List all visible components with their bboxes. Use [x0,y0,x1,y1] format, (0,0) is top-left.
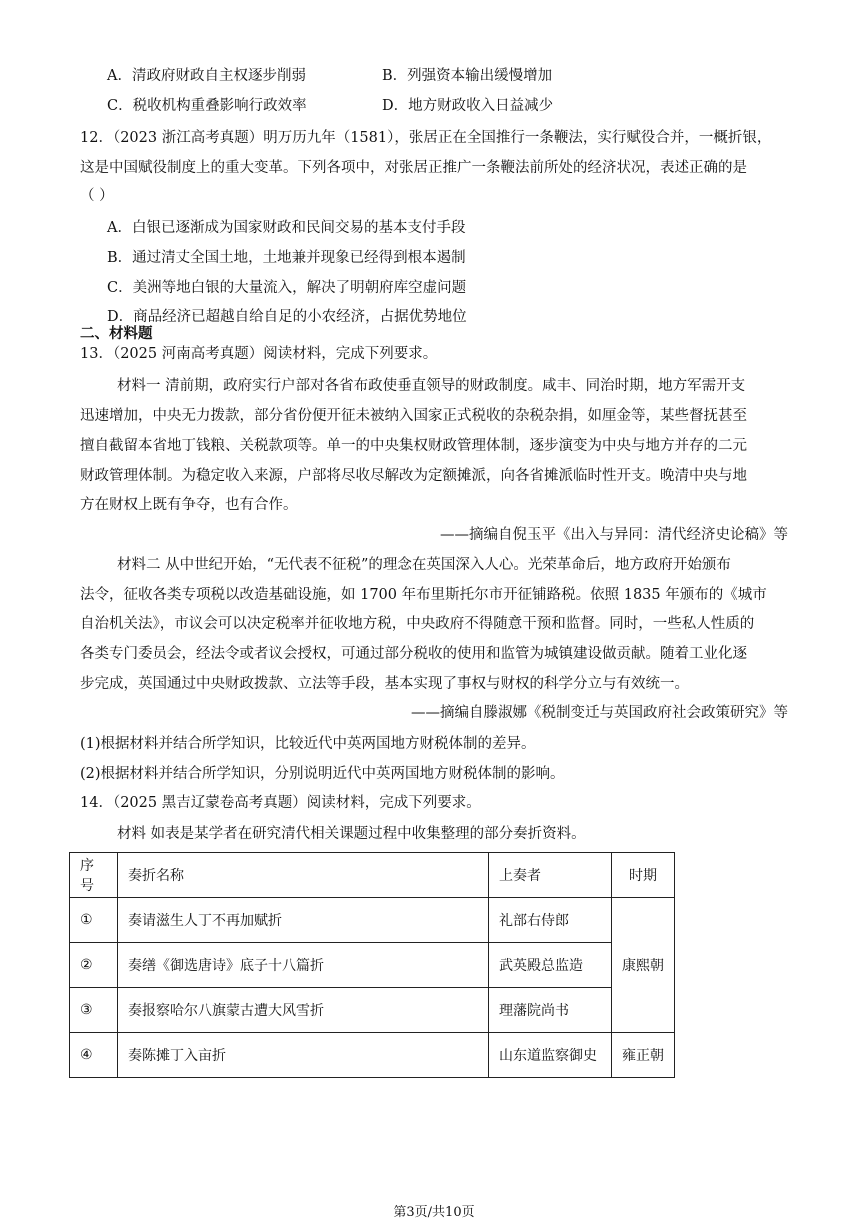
table-cell-author: 礼部右侍郎 [489,898,612,943]
table-header-cell: 序号 [70,853,118,898]
table-row [70,988,675,1033]
q12-stem-line1: 12．（2023 浙江高考真题）明万历九年（1581），张居正在全国推行一条鞭法，实行赋役合并，一概折银， [80,130,772,146]
q13-material2-line4: 各类专门委员会，经法令或者议会授权，可通过部分税收的使用和监管为城镇建设做贡献。随着工业化逐 [80,646,747,662]
q14-stem: 14．（2025 黑吉辽蒙卷高考真题）阅读材料，完成下列要求。 [80,795,481,811]
q14-material-intro: 材料 如表是某学者在研究清代相关课题过程中收集整理的部分奏折资料。 [117,826,586,842]
q12-option-a: A．白银已逐渐成为国家财政和民间交易的基本支付手段 [107,220,466,236]
table-cell-title: 奏陈摊丁入亩折 [118,1033,489,1078]
q13-requirement1: (1)根据材料并结合所学知识，比较近代中英两国地方财税体制的差异。 [80,736,536,752]
q11-option-a: A．清政府财政自主权逐步削弱 [107,68,306,84]
table-cell-index: ③ [70,988,118,1033]
table-row [70,898,675,943]
table-cell-author: 山东道监察御史 [489,1033,612,1078]
q13-material2-line2: 法令，征收各类专项税以改造基础设施，如 1700 年布里斯托尔市开征铺路税。依照 1835 年颁布的《城市 [80,587,767,603]
table-header-cell: 时期 [612,853,675,898]
q13-requirement2: (2)根据材料并结合所学知识，分别说明近代中英两国地方财税体制的影响。 [80,766,565,782]
q11-option-b: B．列强资本输出缓慢增加 [382,68,553,84]
memorial-table [69,852,675,1078]
q13-material1-line3: 擅自截留本省地丁钱粮、关税款项等。单一的中央集权财政管理体制，逐步演变为中央与地方并存的二元 [80,438,747,454]
table-cell-title: 奏请滋生人丁不再加赋折 [118,898,489,943]
table-row [70,943,675,988]
table-cell-period: 康熙朝 [612,898,675,1033]
table-cell-period: 雍正朝 [612,1033,675,1078]
table-header-cell: 奏折名称 [118,853,489,898]
q13-material2-line3: 自治机关法》，市议会可以决定税率并征收地方税，中央政府不得随意干预和监督。同时，一些私人性质的 [80,616,755,632]
table-cell-author: 武英殿总监造 [489,943,612,988]
table-cell-index: ② [70,943,118,988]
q12-option-b: B．通过清丈全国土地，土地兼并现象已经得到根本遏制 [107,250,466,266]
q12-option-c: C．美洲等地白银的大量流入，解决了明朝府库空虚问题 [107,280,467,296]
table-cell-index: ① [70,898,118,943]
q13-material1-line1: 材料一 清前期，政府实行户部对各省布政使垂直领导的财政制度。咸丰、同治时期，地方军需开支 [117,378,746,394]
section-heading: 二、材料题 [80,325,153,342]
table-header-cell: 上奏者 [489,853,612,898]
q13-source2: ——摘编自滕淑娜《税制变迁与英国政府社会政策研究》等 [411,705,788,721]
q11-option-d: D．地方财政收入日益减少 [382,98,554,114]
q12-answer-bracket: （ ） [80,188,114,204]
table-header-row [70,853,675,898]
q13-material1-line4: 财政管理体制。为稳定收入来源，户部将尽收尽解改为定额摊派，向各省摊派临时性开支。晚清中央与地 [80,468,747,484]
table-cell-index: ④ [70,1033,118,1078]
table-cell-title: 奏缮《御选唐诗》底子十八篇折 [118,943,489,988]
q12-option-d: D．商品经济已超越自给自足的小农经济，占据优势地位 [107,309,467,325]
page-number: 第3页/共10页 [393,1205,475,1220]
q13-material1-line2: 迅速增加，中央无力拨款，部分省份便开征未被纳入国家正式税收的杂税杂捐，如厘金等，某些督抚甚至 [80,408,747,424]
q13-source1: ——摘编自倪玉平《出入与异同：清代经济史论稿》等 [440,527,788,543]
table-row [70,1033,675,1078]
q13-stem: 13．（2025 河南高考真题）阅读材料，完成下列要求。 [80,346,438,362]
q11-option-c: C．税收机构重叠影响行政效率 [107,98,307,114]
q13-material2-line1: 材料二 从中世纪开始，“无代表不征税”的理念在英国深入人心。光荣革命后，地方政府开始颁布 [117,557,731,573]
q12-stem-line2: 这是中国赋役制度上的重大变革。下列各项中，对张居正推广一条鞭法前所处的经济状况，表述正确的是 [80,160,747,176]
table-cell-author: 理藩院尚书 [489,988,612,1033]
q13-material2-line5: 步完成，英国通过中央财政拨款、立法等手段，基本实现了事权与财权的科学分立与有效统一。 [80,676,689,692]
table-cell-title: 奏报察哈尔八旗蒙古遭大风雪折 [118,988,489,1033]
q13-material1-line5: 方在财权上既有争夺，也有合作。 [80,497,298,513]
